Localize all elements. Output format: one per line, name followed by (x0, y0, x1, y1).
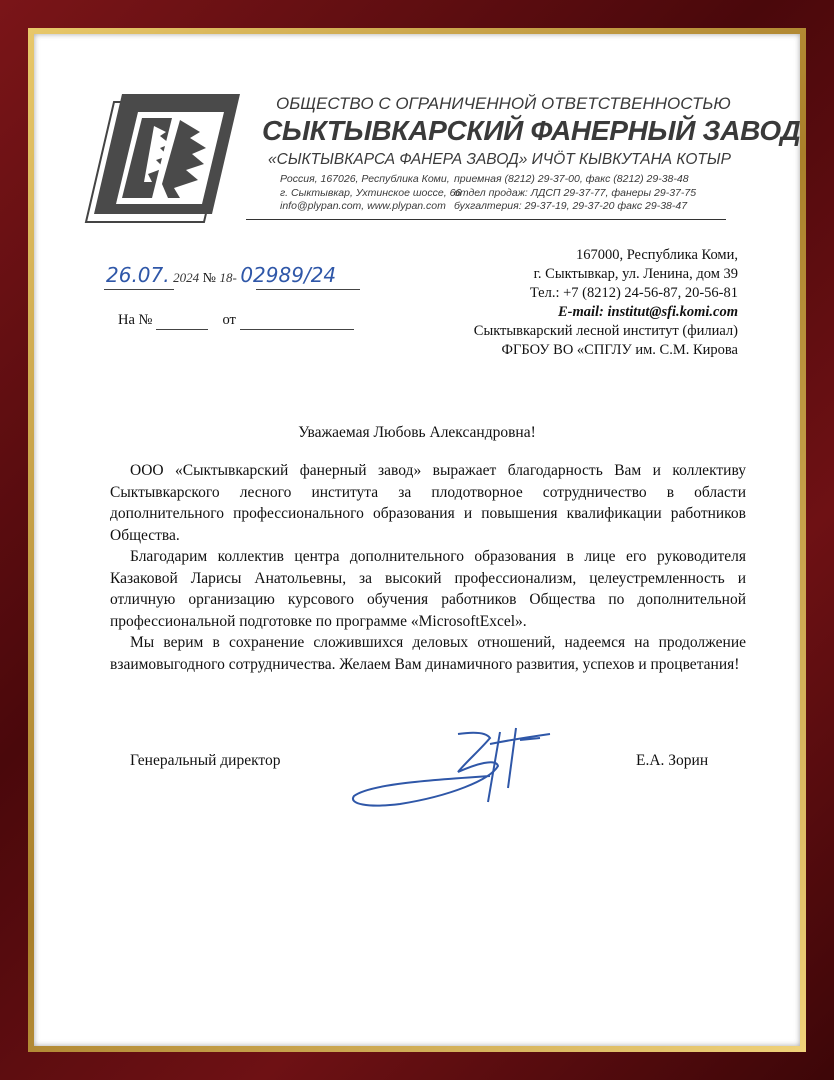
recipient-address-line: 167000, Республика Коми, (575, 247, 738, 263)
incoming-reference (118, 312, 354, 330)
letterhead-divider (246, 219, 726, 220)
outgoing-reference (106, 263, 336, 287)
date-underline (104, 289, 174, 290)
number-underline (256, 289, 360, 290)
signatory-title: Генеральный директор (130, 752, 281, 769)
handwritten-number: 02989/24 (240, 263, 337, 287)
recipient-phone: Тел.: +7 (8212) 24-56-87, 20-56-81 (529, 285, 738, 301)
letterhead-phones (454, 173, 696, 214)
letterhead-phone-line: отдел продаж: ЛДСП 29-37-77, фанеры 29-37-75 (454, 186, 697, 199)
letterhead-company-name: СЫКТЫВКАРСКИЙ ФАНЕРНЫЙ ЗАВОД (262, 115, 801, 146)
letterhead-phone-line: бухгалтерия: 29-37-19, 29-37-20 факс 29-38-47 (454, 200, 688, 212)
reply-date-blank (240, 312, 354, 330)
number-label: № (202, 271, 216, 286)
letterhead-legal-form: ОБЩЕСТВО С ОГРАНИЧЕННОЙ ОТВЕТСТВЕННОСТЬЮ (276, 94, 731, 113)
paragraph: Мы верим в сохранение сложившихся деловых отношений, надеемся на продолжение взаимовыгодного сотрудничества. Желаем Вам динамичного развития, успехов и процветания! (110, 634, 746, 673)
company-logo (82, 72, 242, 232)
letterhead-address-line: Россия, 167026, Республика Коми, (280, 173, 450, 185)
signatory-name: Е.А. Зорин (636, 752, 709, 769)
reply-number-blank (156, 312, 208, 330)
reply-label: На № (118, 312, 153, 328)
letterhead-address (280, 173, 462, 214)
recipient-address-line: г. Сыктывкар, ул. Ленина, дом 39 (533, 266, 738, 282)
recipient-org: Сыктывкарский лесной институт (филиал) (473, 323, 738, 339)
letterhead-address-line: info@plypan.com, www.plypan.com (280, 200, 446, 212)
number-prefix: 18- (219, 270, 237, 285)
letterhead-address-line: г. Сыктывкар, Ухтинское шоссе, 66 (280, 186, 462, 199)
letter-body (110, 460, 746, 675)
recipient-email: E-mail: institut@sfi.komi.com (557, 304, 738, 320)
paragraph: Благодарим коллектив центра дополнительного образования в лице его руководителя Казаковой Ларисы Анатольевны, за высокий профессионализм, целеустремленность и отличную организацию курсового обучения работников Общества по дополнительной профессиональной подготовке по программе «MicrosoftExcel». (110, 548, 746, 630)
greeting: Уважаемая Любовь Александровна! (298, 424, 536, 441)
letterhead-phone-line: приемная (8212) 29-37-00, факс (8212) 29-38-48 (454, 173, 689, 185)
handwritten-date: 26.07. (106, 263, 170, 287)
reference-year: 2024 (173, 270, 200, 285)
from-label: от (222, 312, 236, 328)
letterhead-komi-name: «СЫКТЫВКАРСА ФАНЕРА ЗАВОД» ИЧӦТ КЫВКУТАНА КОТЫР (268, 151, 731, 168)
handwritten-signature (340, 718, 560, 818)
recipient-org: ФГБОУ ВО «СПГЛУ им. С.М. Кирова (501, 342, 738, 358)
paragraph: ООО «Сыктывкарский фанерный завод» выражает благодарность Вам и коллективу Сыктывкарского лесного института за плодотворное сотрудничество в области дополнительного профессионального образования и повышения квалификации работников Общества. (110, 462, 746, 544)
recipient-address (474, 246, 738, 360)
